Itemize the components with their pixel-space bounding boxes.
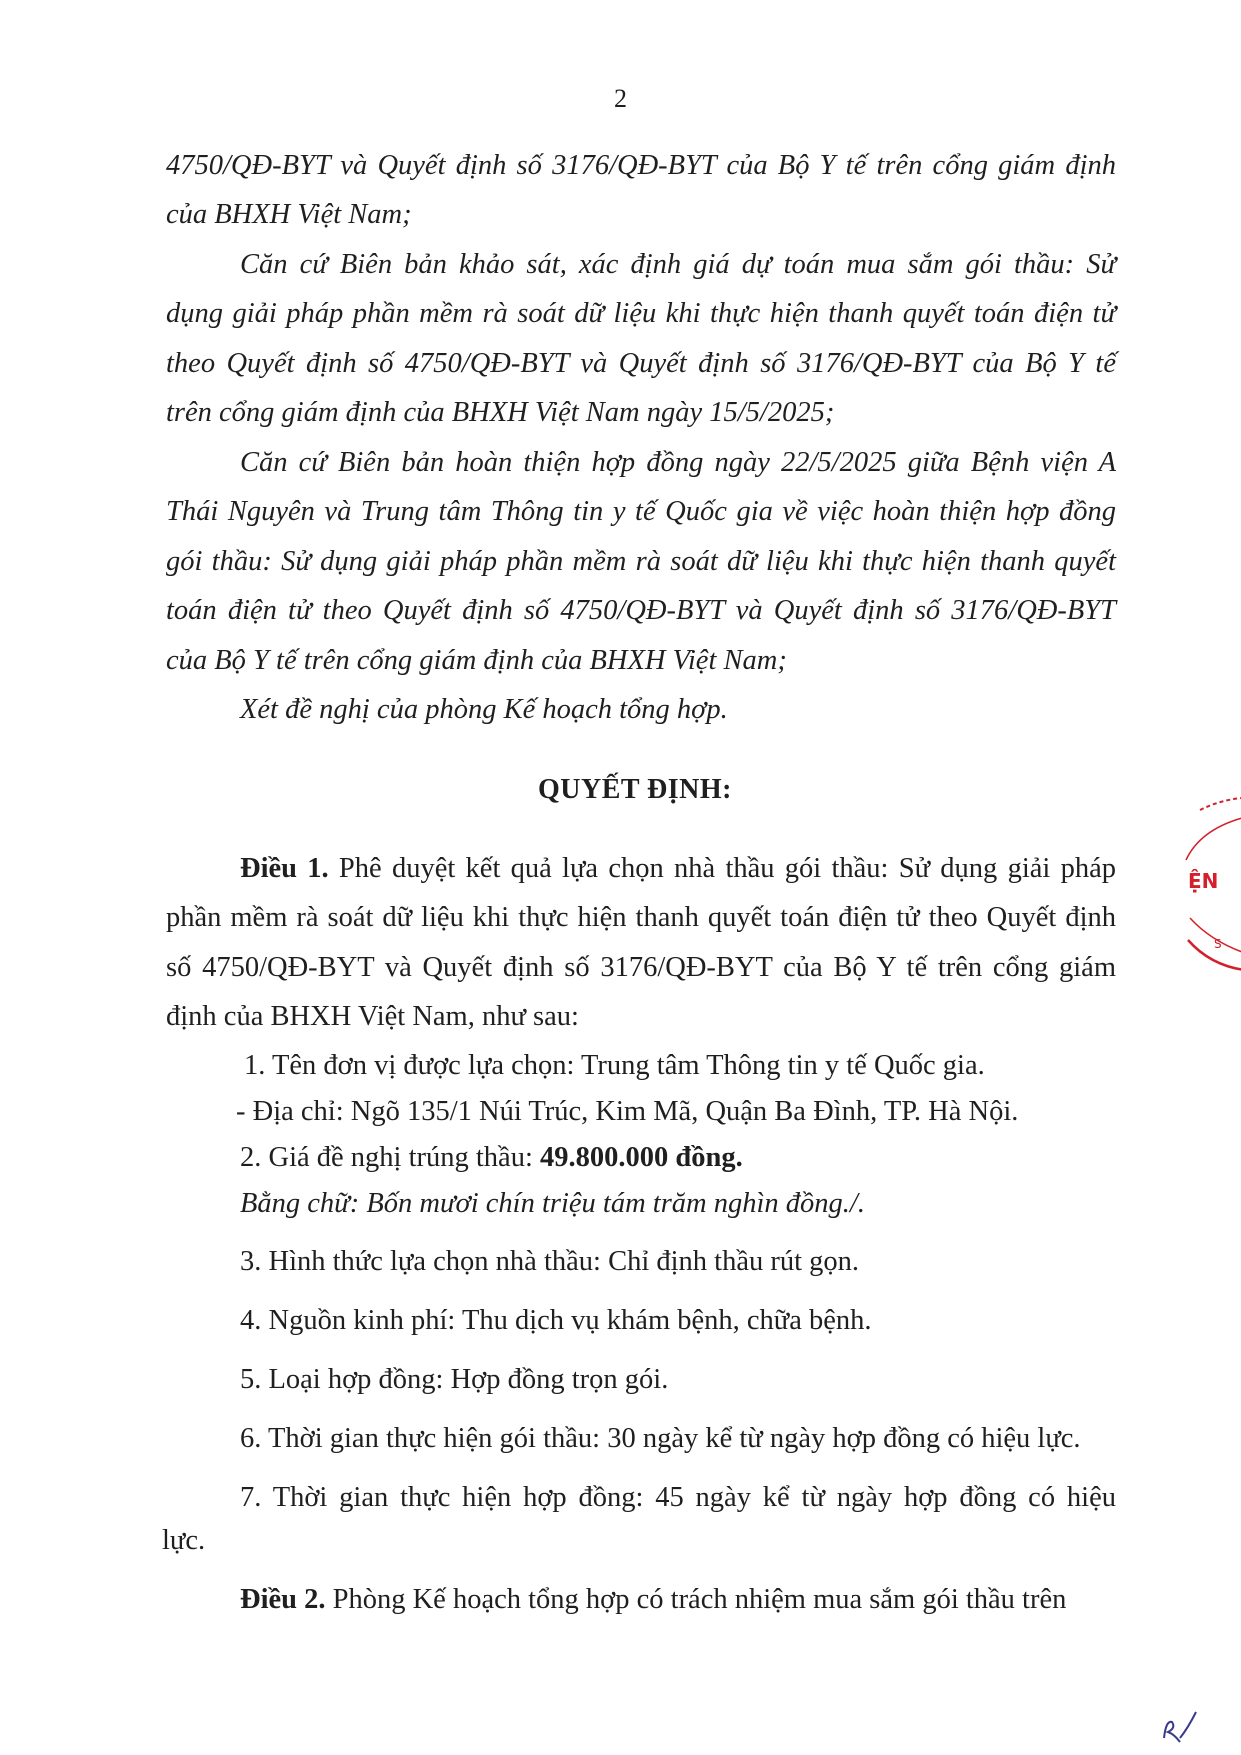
decision-heading: QUYẾT ĐỊNH:	[537, 774, 732, 805]
article-1-line: định của BHXH Việt Nam, như sau:	[166, 1001, 579, 1032]
preamble-line: theo Quyết định số 4750/QĐ-BYT và Quyết định số 3176/QĐ-BYT của Bộ Y tế	[166, 348, 1116, 379]
article-2-label: Điều 2.	[240, 1584, 326, 1615]
stamp-text: ỆN	[1188, 869, 1219, 893]
preamble-line: trên cổng giám định của BHXH Việt Nam ngày 15/5/2025;	[166, 397, 835, 428]
preamble-line: dụng giải pháp phần mềm rà soát dữ liệu khi thực hiện thanh quyết toán điện tử	[166, 298, 1116, 329]
item-funding-source: 4. Nguồn kinh phí: Thu dịch vụ khám bệnh, chữa bệnh.	[240, 1305, 872, 1336]
seal-stamp-fragment	[1180, 790, 1241, 990]
preamble-line: toán điện tử theo Quyết định số 4750/QĐ-BYT và Quyết định số 3176/QĐ-BYT	[166, 595, 1116, 626]
item-contract-type: 5. Loại hợp đồng: Hợp đồng trọn gói.	[240, 1364, 669, 1395]
preamble-line: gói thầu: Sử dụng giải pháp phần mềm rà soát dữ liệu khi thực hiện thanh quyết	[166, 546, 1116, 577]
item-selection-method: 3. Hình thức lựa chọn nhà thầu: Chỉ định thầu rút gọn.	[240, 1246, 860, 1277]
article-1-line: số 4750/QĐ-BYT và Quyết định số 3176/QĐ-BYT của Bộ Y tế trên cổng giám	[166, 952, 1116, 983]
preamble-line: 4750/QĐ-BYT và Quyết định số 3176/QĐ-BYT của Bộ Y tế trên cổng giám định	[166, 150, 1116, 181]
item-selected-unit: 1. Tên đơn vị được lựa chọn: Trung tâm Thông tin y tế Quốc gia.	[244, 1050, 985, 1081]
item-winning-price	[240, 1138, 743, 1178]
article-2-text: Phòng Kế hoạch tổng hợp có trách nhiệm mua sắm gói thầu trên	[325, 1584, 1067, 1615]
article-1-text: Phê duyệt kết quả lựa chọn nhà thầu gói thầu: Sử dụng giải pháp	[328, 853, 1116, 884]
preamble-line: Thái Nguyên và Trung tâm Thông tin y tế Quốc gia về việc hoàn thiện hợp đồng	[166, 496, 1116, 527]
preamble-line: Xét đề nghị của phòng Kế hoạch tổng hợp.	[240, 694, 728, 725]
preamble-line: Căn cứ Biên bản khảo sát, xác định giá dự toán mua sắm gói thầu: Sử	[240, 249, 1116, 280]
winning-price-value: 49.800.000 đồng.	[540, 1142, 743, 1173]
article-1-first-line	[240, 849, 1116, 889]
item-price-in-words: Bằng chữ: Bốn mươi chín triệu tám trăm nghìn đồng./.	[240, 1188, 865, 1219]
item-contract-duration-cont: lực.	[162, 1525, 206, 1556]
page-number: 2	[614, 84, 627, 113]
preamble-line: của BHXH Việt Nam;	[166, 199, 412, 230]
item-contract-duration: 7. Thời gian thực hiện hợp đồng: 45 ngày kể từ ngày hợp đồng có hiệu	[240, 1482, 1116, 1513]
item-winning-price-label: 2. Giá đề nghị trúng thầu:	[240, 1142, 540, 1173]
article-1-label: Điều 1.	[240, 853, 329, 884]
preamble-line: của Bộ Y tế trên cổng giám định của BHXH Việt Nam;	[166, 645, 787, 676]
article-1-line: phần mềm rà soát dữ liệu khi thực hiện thanh quyết toán điện tử theo Quyết định	[166, 902, 1116, 933]
preamble-line: Căn cứ Biên bản hoàn thiện hợp đồng ngày 22/5/2025 giữa Bệnh viện A	[240, 447, 1116, 478]
item-package-duration: 6. Thời gian thực hiện gói thầu: 30 ngày kể từ ngày hợp đồng có hiệu lực.	[240, 1423, 1081, 1454]
article-2-line	[240, 1580, 1066, 1620]
svg-text:S: S	[1214, 937, 1222, 951]
handwritten-initial	[1158, 1708, 1208, 1748]
item-address: - Địa chỉ: Ngõ 135/1 Núi Trúc, Kim Mã, Quận Ba Đình, TP. Hà Nội.	[236, 1096, 1019, 1127]
